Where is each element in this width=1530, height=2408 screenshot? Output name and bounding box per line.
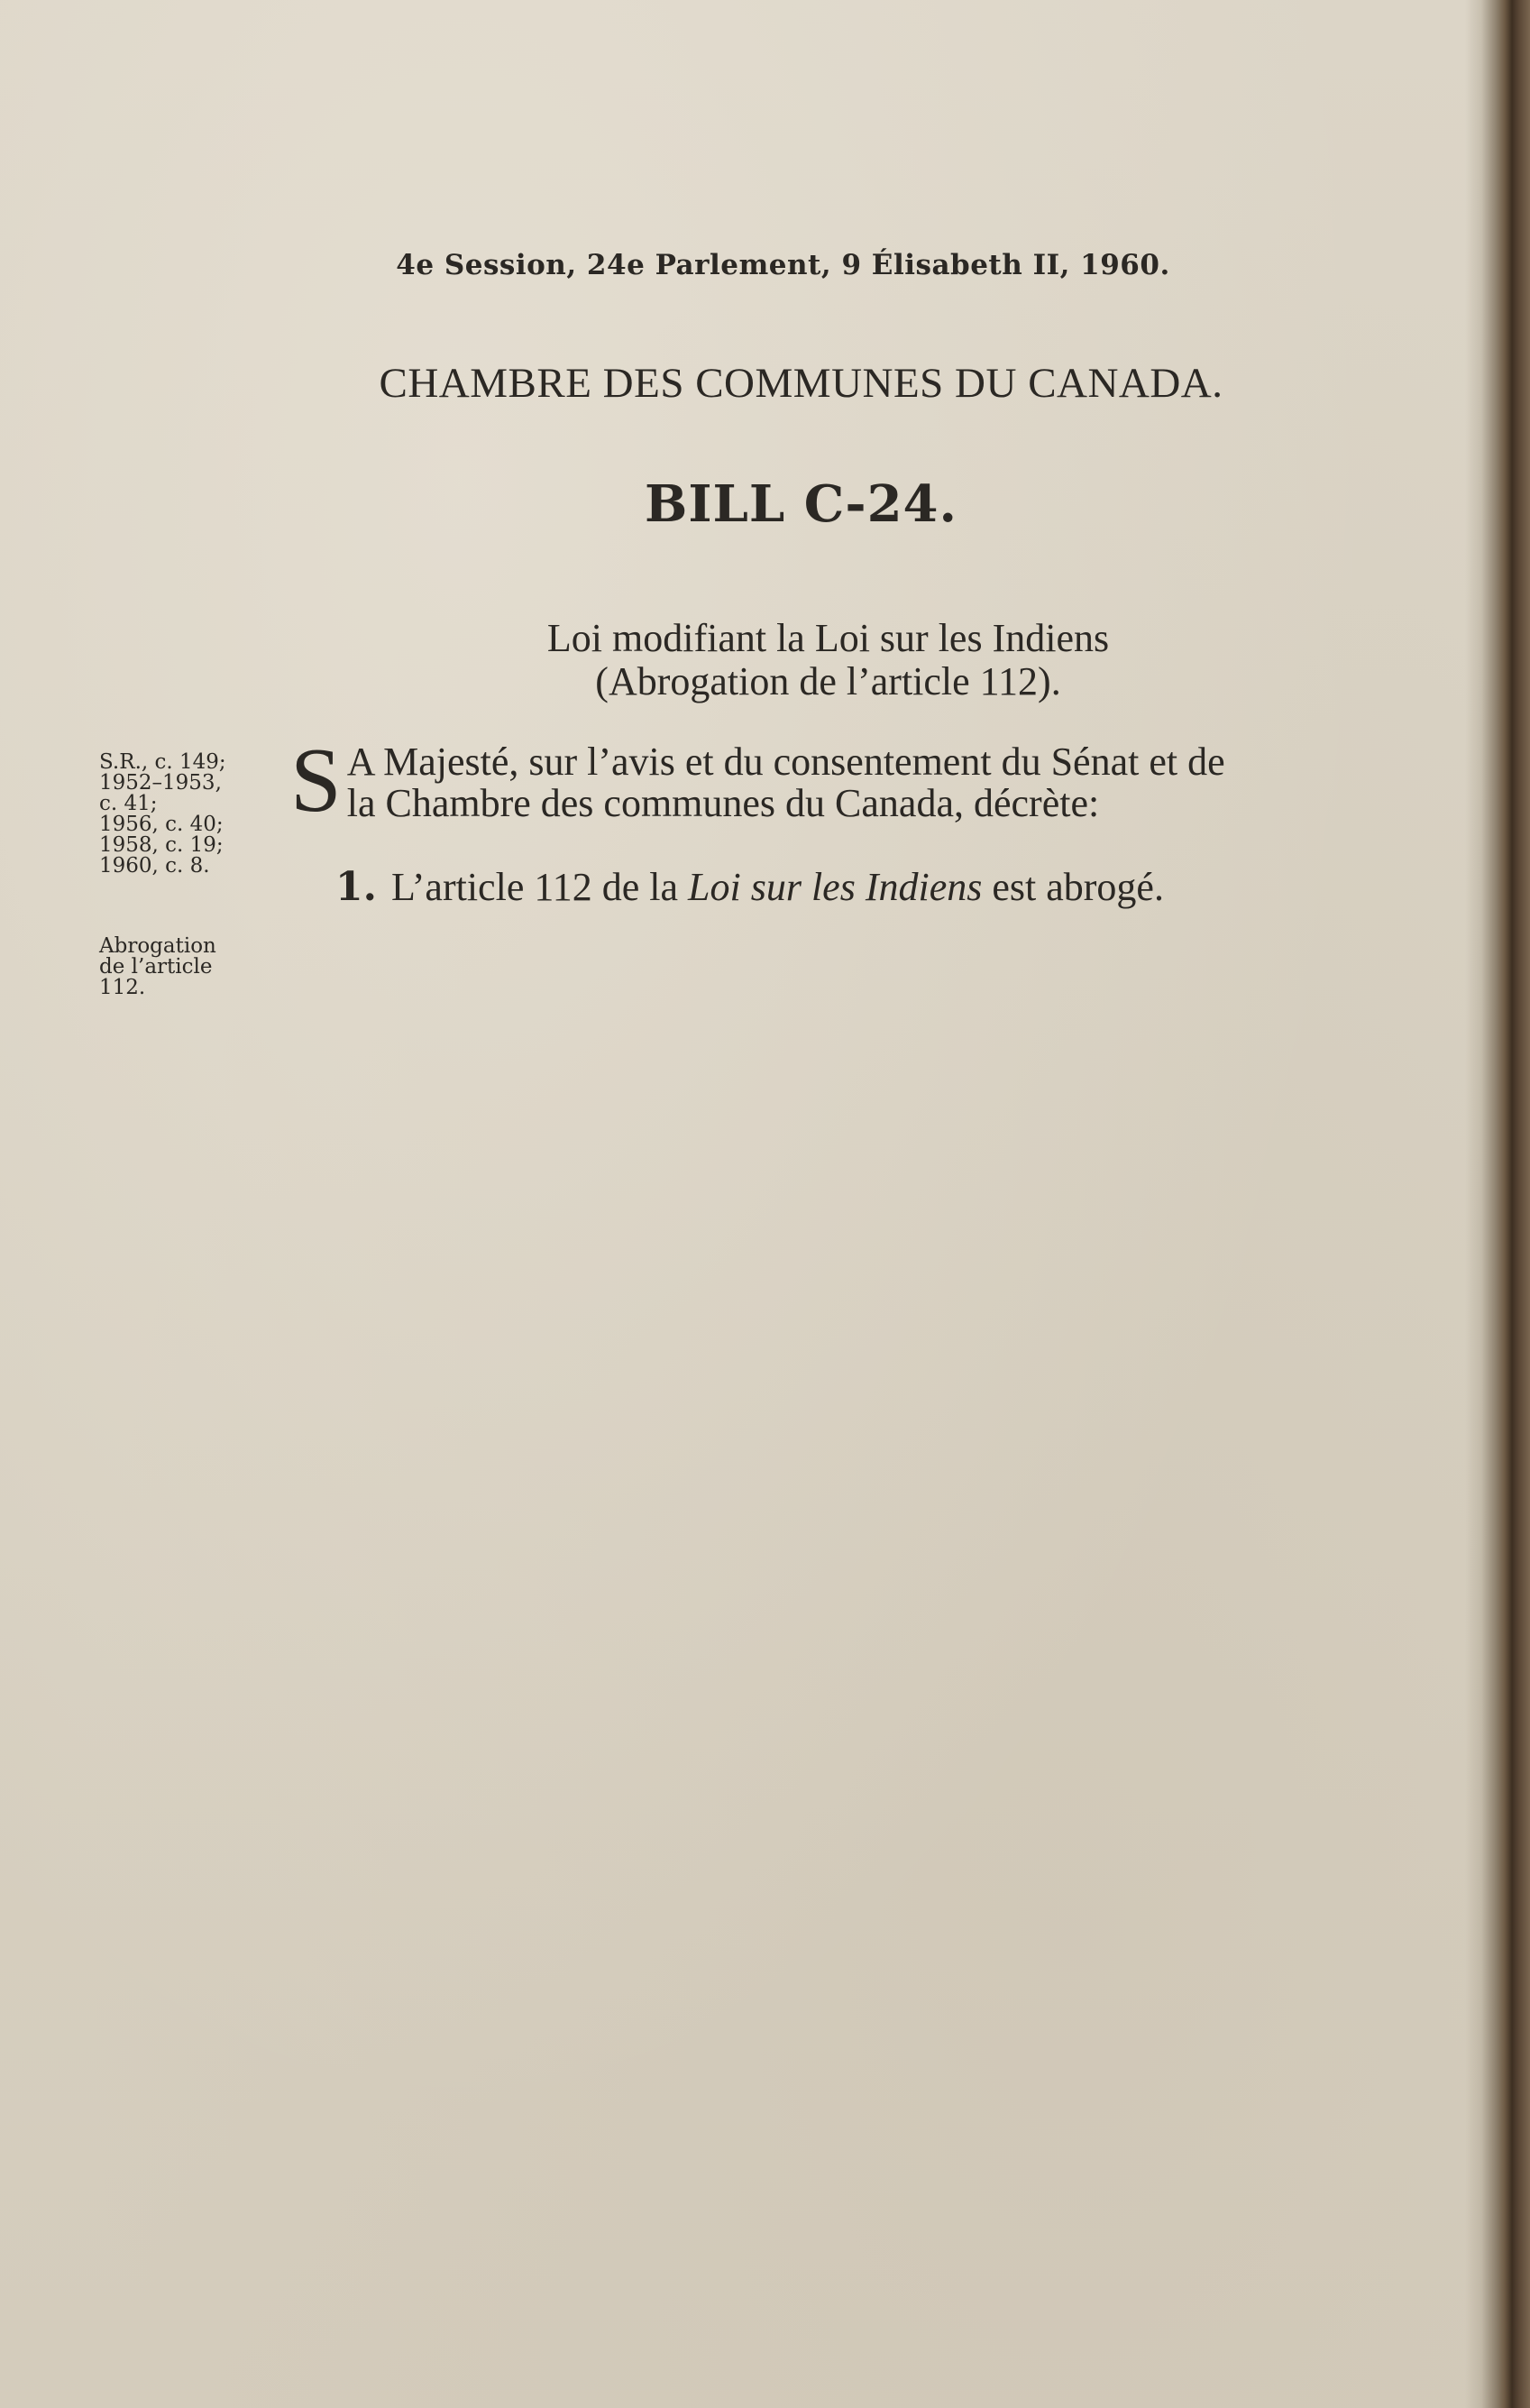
repeal-line: de l’article	[99, 955, 213, 979]
repeal-line: Abrogation	[99, 934, 216, 958]
reference-line: S.R., c. 149;	[99, 750, 226, 774]
margin-note-repeal	[99, 936, 216, 998]
enacting-line-1: A Majesté, sur l’avis et du consentement du Sénat et de	[346, 740, 1225, 784]
bill-title	[0, 617, 1530, 703]
bill-number: BILL C-24.	[644, 474, 957, 534]
section-text-before: L’article 112 de la	[390, 865, 688, 909]
repeal-line: 112.	[99, 976, 146, 999]
section-1	[335, 866, 1164, 909]
section-text-after: est abrogé.	[982, 865, 1164, 909]
bill-title-line-2: (Abrogation de l’article 112).	[595, 659, 1061, 703]
reference-line: 1956, c. 40;	[99, 813, 224, 836]
chamber-heading: CHAMBRE DES COMMUNES DU CANADA.	[379, 360, 1223, 407]
bill-title-line-1: Loi modifiant la Loi sur les Indiens	[546, 616, 1110, 660]
act-name: Loi sur les Indiens	[688, 865, 983, 909]
drop-cap: S	[290, 730, 342, 832]
session-line: 4e Session, 24e Parlement, 9 Élisabeth II, 1960.	[396, 249, 1170, 281]
reference-line: 1958, c. 19;	[99, 833, 224, 857]
reference-line: c. 41;	[99, 792, 158, 815]
enacting-clause	[290, 730, 1372, 832]
margin-note-references	[99, 752, 226, 877]
binding-edge	[1465, 0, 1530, 2408]
enacting-line-2: la Chambre des communes du Canada, décrète:	[346, 781, 1100, 825]
reference-line: 1960, c. 8.	[99, 854, 210, 878]
reference-line: 1952–1953,	[99, 771, 222, 795]
section-number: 1.	[335, 864, 377, 910]
